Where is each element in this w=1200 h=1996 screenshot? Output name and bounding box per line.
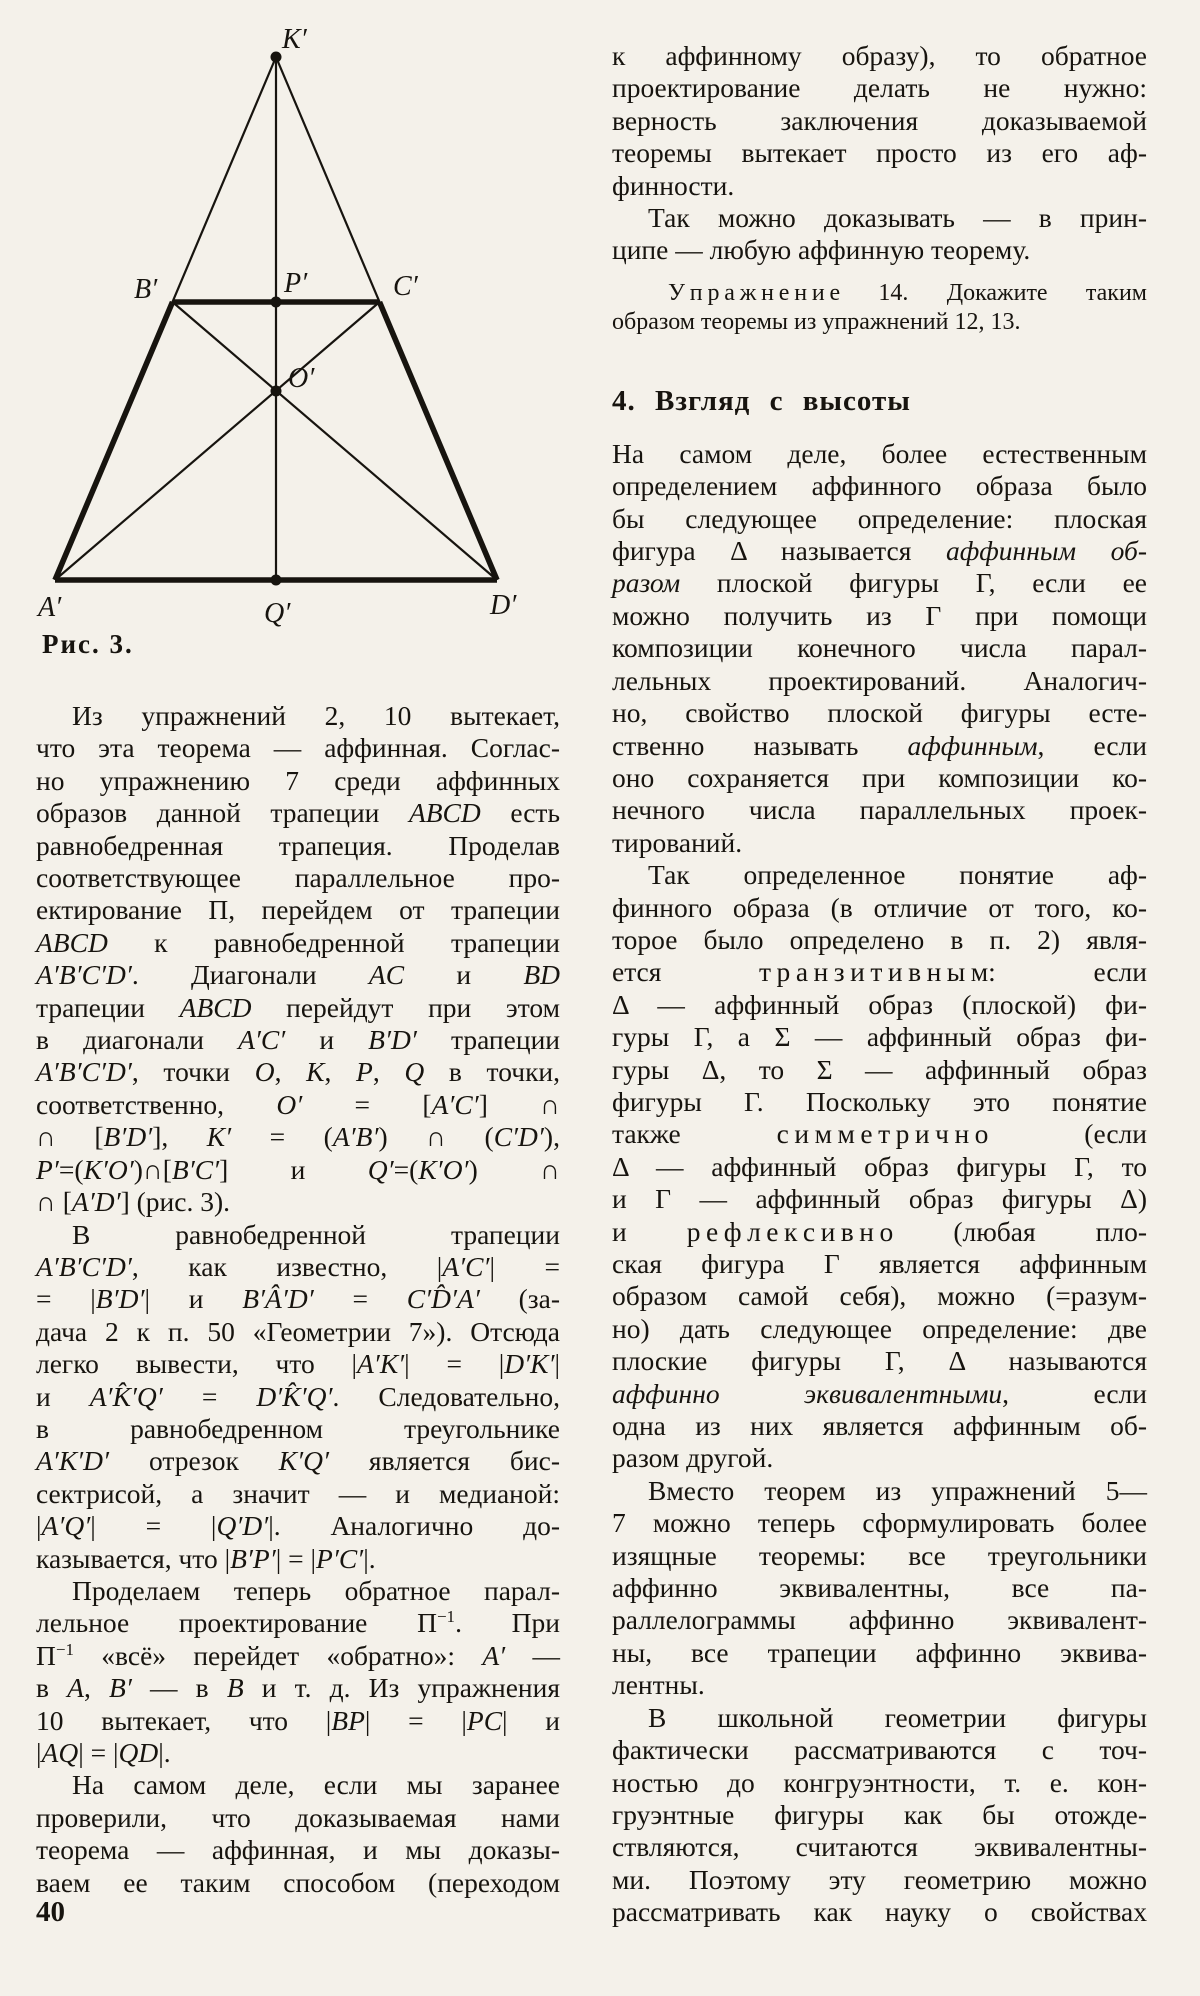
text-line: Так можно доказывать — в прин-: [648, 202, 1147, 234]
left-text-block: [36, 700, 560, 1899]
text-line: раллелограммы аффинно эквивалент-: [612, 1604, 1147, 1636]
text-line: и A′K̂′Q′ = D′K̂′Q′. Следовательно,: [36, 1380, 560, 1412]
text-line: теоремы вытекает просто из его аф-: [612, 137, 1147, 169]
text-line: ципе — любую аффинную теорему.: [612, 234, 1031, 266]
exercise-paragraph: [612, 279, 1147, 338]
figure-thin-lines: [55, 57, 497, 580]
text-line: можно получить из Г при помощи: [612, 599, 1147, 631]
text-line: соответственно, O′ = [A′C′] ∩: [36, 1088, 560, 1120]
left-column: [36, 0, 560, 1899]
paragraph: [612, 859, 1147, 1475]
text-line: к аффинному образу), то обратное: [612, 40, 1147, 71]
text-line: Из упражнений 2, 10 вытекает,: [72, 700, 560, 731]
text-line: Δ — аффинный образ фигуры Г, то: [612, 1150, 1147, 1182]
text-line: что эта теорема — аффинная. Соглас-: [36, 732, 560, 764]
text-line: в A, B′ — в B и т. д. Из упражнения: [36, 1672, 560, 1704]
text-line: фигура Δ называется аффинным об-: [612, 535, 1147, 567]
text-line: 7 можно теперь сформулировать более: [612, 1507, 1147, 1539]
text-line: ствляются, считаются эквивалентны-: [612, 1831, 1147, 1863]
text-line: изящные теоремы: все треугольники: [612, 1539, 1147, 1571]
figure-caption: Рис. 3.: [42, 629, 134, 659]
text-line: A′K′D′ отрезок K′Q′ является бис-: [36, 1445, 560, 1477]
text-line: ∩ [A′D′] (рис. 3).: [36, 1186, 231, 1218]
text-line: оно сохраняется при композиции ко-: [612, 761, 1147, 793]
text-line: одна из них является аффинным об-: [612, 1410, 1147, 1442]
vertex-label-p: P′: [284, 268, 308, 299]
text-line: На самом деле, если мы заранее: [72, 1769, 560, 1801]
text-line: ми. Поэтому эту геометрию можно: [612, 1863, 1147, 1895]
paragraph: [612, 202, 1147, 267]
text-line: проектирование делать не нужно:: [612, 72, 1147, 104]
text-line: трапеции ABCD перейдут при этом: [36, 991, 560, 1023]
paragraph: [612, 1702, 1147, 1929]
vertex-label-k: K′: [282, 24, 307, 55]
text-line: разом другой.: [612, 1442, 774, 1474]
text-line: образом самой себя), можно (=разум-: [612, 1280, 1147, 1312]
text-line: груэнтные фигуры как бы отожде-: [612, 1798, 1147, 1830]
figure-ris-3: [36, 12, 560, 660]
point-k: [271, 52, 282, 63]
text-line: и Г — аффинный образ фигуры Δ): [612, 1183, 1147, 1215]
text-line: На самом деле, более естественным: [612, 437, 1147, 469]
text-line: дача 2 к п. 50 «Геометрии 7»). Отсюда: [36, 1315, 560, 1347]
vertex-label-a: A′: [38, 592, 62, 623]
text-line: аффинно эквивалентными, если: [612, 1377, 1147, 1409]
vertex-label-b: B′: [134, 274, 158, 305]
text-line: проверили, что доказываемая нами: [36, 1801, 560, 1833]
paragraph: [36, 1769, 560, 1899]
paragraph: [612, 1475, 1147, 1702]
text-line: рассматривать как науку о свойствах: [612, 1896, 1147, 1928]
text-line: нечного числа параллельных проек-: [612, 794, 1147, 826]
text-line: сектрисой, а значит — и медианой:: [36, 1477, 560, 1509]
text-line: Δ — аффинный образ (плоской) фи-: [612, 988, 1147, 1020]
paragraph: [36, 1219, 560, 1575]
text-line: лельное проектирование $П^{-1}$. При: [36, 1607, 560, 1639]
text-line: гуры Г, а Σ — аффинный образ фи-: [612, 1021, 1147, 1053]
text-line: финного образа (в отличие от того, ко-: [612, 891, 1147, 923]
text-line: торое было определено в п. 2) явля-: [612, 923, 1147, 955]
text-line: В равнобедренной трапеции: [72, 1218, 560, 1250]
text-line: равнобедренная трапеция. Проделав: [36, 829, 560, 861]
text-line: в диагонали A′C′ и B′D′ трапеции: [36, 1024, 560, 1056]
text-line: плоские фигуры Г, Δ называются: [612, 1345, 1147, 1377]
vertex-label-o: O′: [288, 363, 315, 394]
text-line: финности.: [612, 169, 735, 201]
text-line: Проделаем теперь обратное парал-: [72, 1574, 560, 1606]
section-heading: 4. Взгляд с высоты: [612, 384, 911, 417]
text-line: P′=(K′O′)∩[B′C′] и Q′=(K′O′) ∩: [36, 1153, 560, 1185]
text-line: тирований.: [612, 826, 743, 858]
text-line: ностью до конгруэнтности, т. е. кон-: [612, 1766, 1147, 1798]
text-line: в равнобедренном треугольнике: [36, 1412, 560, 1444]
paragraph: [612, 40, 1147, 202]
text-line: теорема — аффинная, и мы доказы-: [36, 1834, 560, 1866]
text-line: ется т р а н з и т и в н ы м: если: [612, 956, 1147, 988]
text-line: бы следующее определение: плоская: [612, 502, 1147, 534]
text-line: В школьной геометрии фигуры: [648, 1701, 1147, 1733]
text-line: но упражнению 7 среди аффинных: [36, 764, 560, 796]
text-line: ственно называть аффинным, если: [612, 729, 1147, 761]
text-line: легко вывести, что |A′K′| = |D′K′|: [36, 1348, 560, 1380]
text-line: образом теоремы из упражнений 12, 13.: [612, 309, 1021, 336]
text-line: ектирование П, перейдем от трапеции: [36, 894, 560, 926]
text-line: Так определенное понятие аф-: [648, 859, 1147, 891]
page-number: 40: [36, 1896, 65, 1928]
point-p: [271, 297, 282, 308]
text-line: ABCD к равнобедренной трапеции: [36, 926, 560, 958]
text-line: $П^{-1}$ «всё» перейдет «обратно»: A′ —: [36, 1639, 560, 1671]
point-o: [271, 386, 282, 397]
vertex-label-c: C′: [393, 271, 418, 302]
text-line: A′B′C′D′, как известно, |A′C′| =: [36, 1250, 560, 1282]
figure-drawing: [36, 12, 560, 634]
paragraph: [36, 700, 560, 1219]
text-line: A′B′C′D′. Диагонали AC и BD: [36, 959, 560, 991]
text-line: композиции конечного числа парал-: [612, 632, 1147, 664]
text-line: |AQ| = |QD|.: [36, 1737, 171, 1768]
text-line: фигуры Г. Поскольку это понятие: [612, 1085, 1147, 1117]
paragraph: [36, 1575, 560, 1769]
text-line: 10 вытекает, что |BP| = |PC| и: [36, 1704, 560, 1736]
text-line: и р е ф л е к с и в н о (любая пло-: [612, 1215, 1147, 1247]
text-line: разом плоской фигуры Г, если ее: [612, 567, 1147, 599]
text-line: определением аффинного образа было: [612, 470, 1147, 502]
text-line: гуры Δ, то Σ — аффинный образ: [612, 1053, 1147, 1085]
text-line: A′B′C′D′, точки O, K, P, Q в точки,: [36, 1056, 561, 1088]
text-line: казывается, что |B′P′| = |P′C′|.: [36, 1542, 376, 1574]
text-line: У п р а ж н е н и е 14. Докажите таким: [668, 279, 1147, 306]
text-line: ны, все трапеции аффинно эквива-: [612, 1636, 1147, 1668]
text-line: ская фигура Г является аффинным: [612, 1248, 1147, 1279]
text-line: |A′Q′| = |Q′D′|. Аналогично до-: [36, 1510, 560, 1542]
vertex-label-q: Q′: [264, 598, 291, 629]
vertex-label-d: D′: [490, 590, 517, 621]
text-line: также с и м м е т р и ч н о (если: [612, 1118, 1147, 1150]
paragraph: [612, 438, 1147, 859]
text-line: верность заключения доказываемой: [612, 104, 1147, 136]
text-line: но, свойство плоской фигуры есте-: [612, 697, 1147, 729]
text-line: Вместо теорем из упражнений 5—: [648, 1474, 1147, 1506]
point-q: [271, 575, 282, 586]
right-column: [612, 0, 1147, 1929]
text-line: = |B′D′| и B′Â′D′ = C′D̂′A′ (за-: [36, 1283, 560, 1315]
text-line: соответствующее параллельное про-: [36, 862, 560, 894]
text-line: фактически рассматриваются с точ-: [612, 1734, 1147, 1766]
text-line: но) дать следующее определение: две: [612, 1312, 1147, 1344]
text-line: ∩ [B′D′], K′ = (A′B′) ∩ (C′D′),: [36, 1121, 560, 1153]
text-line: образов данной трапеции ABCD есть: [36, 797, 560, 829]
text-line: ваем ее таким способом (переходом: [36, 1866, 560, 1898]
text-line: аффинно эквивалентны, все па-: [612, 1572, 1147, 1604]
text-line: лельных проектирований. Аналогич-: [612, 664, 1147, 696]
text-line: лентны.: [612, 1669, 705, 1701]
